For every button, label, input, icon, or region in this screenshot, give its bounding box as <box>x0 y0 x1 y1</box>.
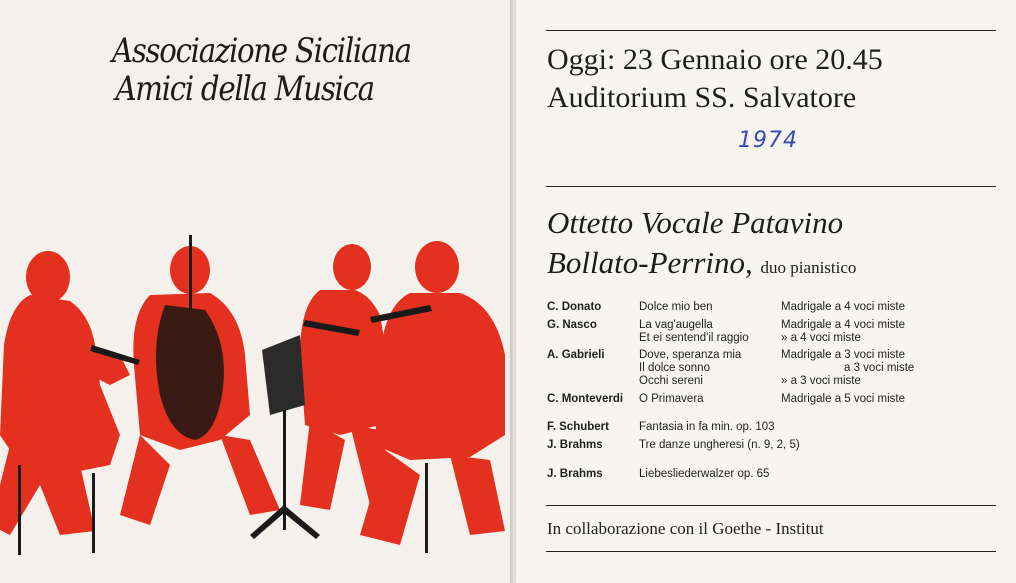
collaboration-note: In collaborazione con il Goethe - Institut <box>547 519 824 538</box>
piece-list <box>639 393 704 406</box>
piece: Dove, speranza mia <box>639 349 742 361</box>
composer: C. Monteverdi <box>547 393 624 405</box>
duo-name <box>547 243 856 288</box>
form: Madrigale a 4 voci miste <box>781 319 905 331</box>
composer: J. Brahms <box>547 468 603 480</box>
composer: A. Gabrieli <box>547 349 605 361</box>
piece-list <box>639 349 741 388</box>
piece-list <box>639 421 775 434</box>
event-date: Oggi: 23 Gennaio ore 20.45 <box>547 43 883 76</box>
piece: Dolce mio ben <box>639 301 713 313</box>
form: » a 3 voci miste <box>781 375 861 387</box>
piece: Liebesliederwalzer op. 65 <box>639 468 770 480</box>
duo-name-text: Bollato-Perrino, <box>547 245 753 280</box>
piece: Tre danze ungheresi (n. 9, 2, 5) <box>639 439 800 451</box>
piece-list <box>639 439 800 452</box>
form: a 3 voci miste <box>844 362 915 374</box>
rule-bottom <box>546 551 996 552</box>
piece: O Primavera <box>639 393 704 405</box>
form-list <box>781 349 914 388</box>
composer: F. Schubert <box>547 421 609 433</box>
piece: Fantasia in fa min. op. 103 <box>639 421 775 433</box>
form: » a 4 voci miste <box>781 332 861 344</box>
form-list <box>781 393 905 406</box>
rule-middle <box>546 186 996 187</box>
string-quartet-illustration <box>0 235 512 580</box>
rule-bottom-upper <box>546 505 996 506</box>
association-title-line2: Amici della Musica <box>115 69 374 109</box>
piece-list <box>639 319 749 345</box>
piece-list <box>639 301 713 314</box>
event-venue: Auditorium SS. Salvatore <box>547 81 857 114</box>
form: Madrigale a 5 voci miste <box>781 393 905 405</box>
composer: J. Brahms <box>547 439 603 451</box>
form: Madrigale a 3 voci miste <box>781 349 905 361</box>
piece: La vag'augella <box>639 319 713 331</box>
form-list <box>781 301 905 314</box>
association-title <box>112 32 411 108</box>
composer: G. Nasco <box>547 319 597 331</box>
event-info <box>547 41 883 117</box>
handwritten-year: 1974 <box>738 128 798 153</box>
performers <box>547 203 856 288</box>
piece-list <box>639 468 769 481</box>
piece: Et ei sentend'il raggio <box>639 332 749 344</box>
piece: Il dolce sonno <box>639 362 710 374</box>
piece: Occhi sereni <box>639 375 703 387</box>
composer: C. Donato <box>547 301 602 313</box>
rule-top <box>546 30 996 31</box>
association-title-line1: Associazione Siciliana <box>112 31 411 71</box>
form-list <box>781 319 905 345</box>
duo-subtitle: duo pianistico <box>760 258 857 277</box>
ensemble-name: Ottetto Vocale Patavino <box>547 205 844 240</box>
form: Madrigale a 4 voci miste <box>781 301 905 313</box>
